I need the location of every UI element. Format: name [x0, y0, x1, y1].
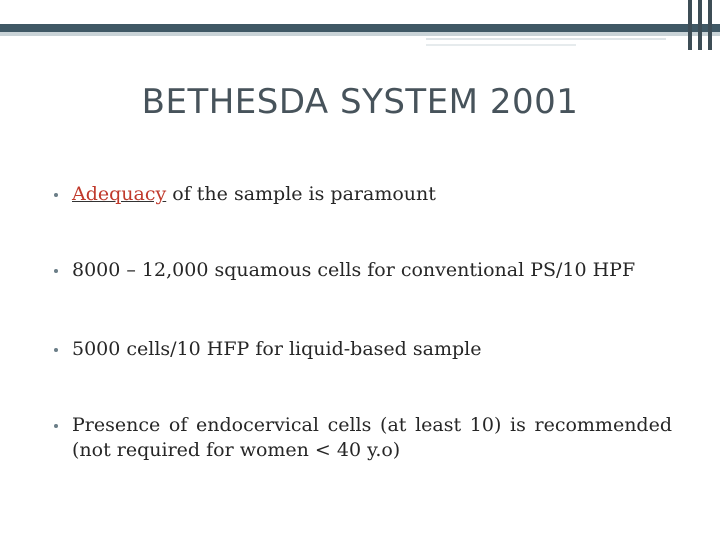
corner-bar: [708, 0, 712, 50]
bullet-item: [52, 337, 672, 362]
bullet-item: [52, 258, 672, 283]
band-accent-line-short: [426, 44, 576, 46]
bullet-item: [52, 182, 672, 207]
bullet-text: of the sample is paramount: [166, 183, 436, 205]
bullet-list: [52, 182, 672, 463]
header-decoration-band: [0, 0, 720, 50]
corner-bar: [698, 0, 702, 50]
bullet-text: 8000 – 12,000 squamous cells for conventional PS/10 HPF: [72, 259, 636, 281]
bullet-term-adequacy: Adequacy: [72, 183, 167, 205]
bullet-text: 5000 cells/10 HFP for liquid-based sample: [72, 338, 482, 360]
bullet-item: [52, 413, 672, 463]
band-light-stripe: [0, 32, 720, 36]
corner-bar: [688, 0, 692, 50]
band-background: [0, 0, 720, 24]
band-accent-line: [426, 38, 666, 40]
bullet-text: Presence of endocervical cells (at least 10) is recommended (not required for women < 40 y.o): [72, 414, 672, 461]
slide-title: BETHESDA SYSTEM 2001: [141, 82, 579, 122]
band-dark-stripe: [0, 24, 720, 32]
